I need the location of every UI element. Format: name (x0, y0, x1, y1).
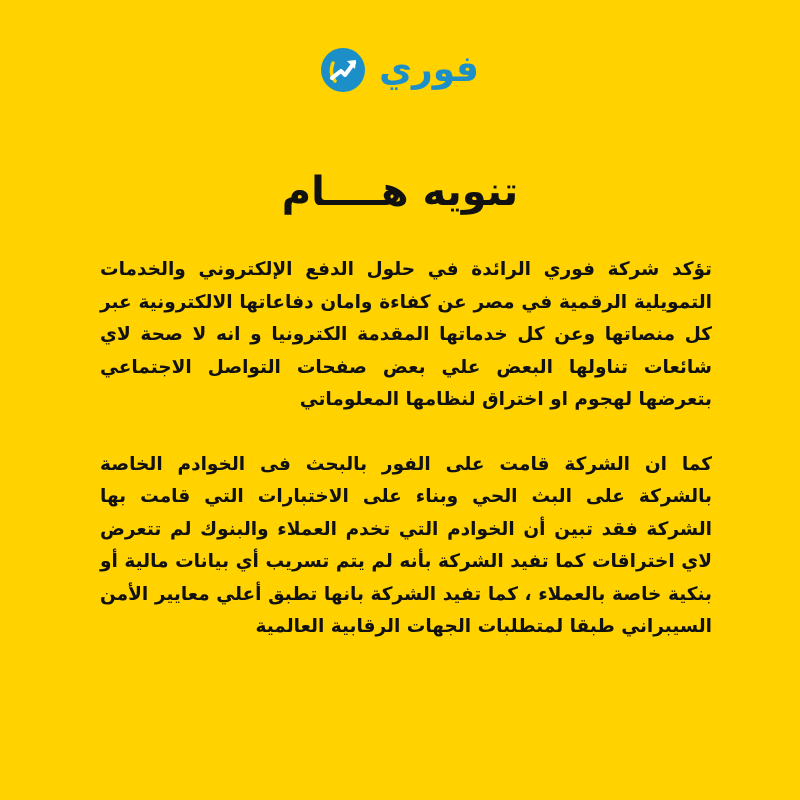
notice-paragraph-2: كما ان الشركة قامت على الفور بالبحث فى الخوادم الخاصة بالشركة على البث الحي وبناء على الاختبارات التي قامت بها الشركة فقد تبين أن الخوادم التي تخدم العملاء والبنوك لم تتعرض لاي اختراقات كما تفيد الشركة بأنه لم يتم تسريب أي بيانات مالية أو بنكية خاصة بالعملاء ، كما تفيد الشركة بانها تطبق أعلي معايير الأمن السيبراني طبقا لمتطلبات الجهات الرقابية العالمية (100, 453, 712, 637)
notice-title: تنويه هــــام (281, 169, 519, 215)
fawry-arrow-logo-icon (321, 48, 365, 92)
notice-paragraph-1: تؤكد شركة فوري الرائدة في حلول الدفع الإلكتروني والخدمات التمويلية الرقمية في مصر عن كفاءة وامان دفاعاتها الالكترونية عبر كل منصاتها وعن كل خدماتها المقدمة الكترونيا و انه لا صحة لاي شائعات تناولها البعض علي بعض صفحات التواصل الاجتماعي بتعرضها لهجوم او اختراق لنظامها المعلوماتي (100, 259, 712, 410)
notice-body (100, 254, 712, 644)
fawry-logo (0, 48, 800, 92)
brand-name: فوري (379, 49, 479, 90)
